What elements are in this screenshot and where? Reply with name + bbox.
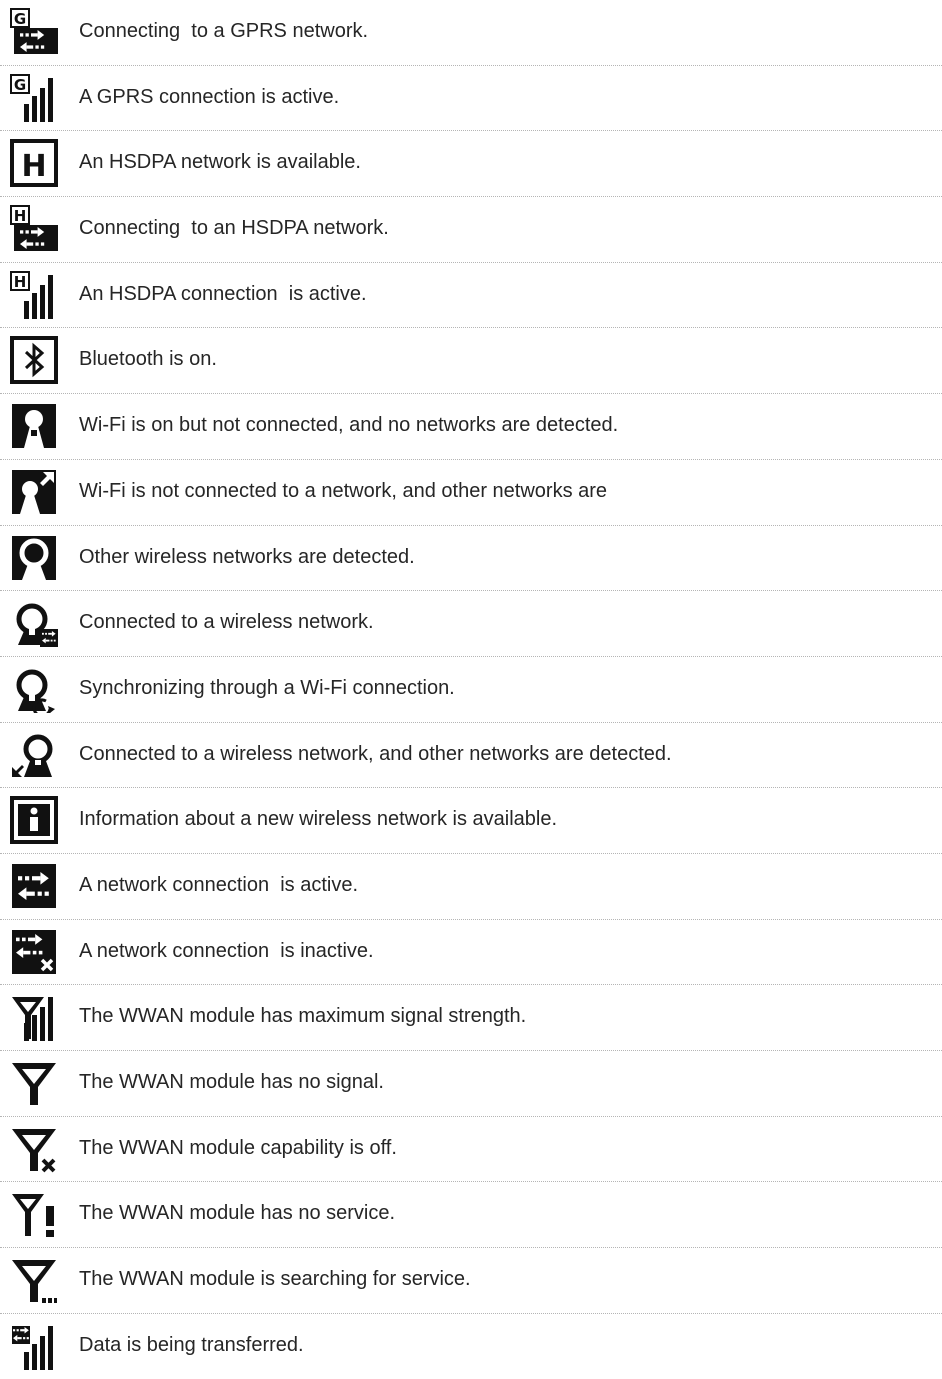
wwan-off-icon <box>10 1125 58 1173</box>
legend-text: Bluetooth is on. <box>79 348 217 371</box>
legend-text: The WWAN module has maximum signal strength. <box>79 1005 527 1028</box>
legend-text: The WWAN module has no signal. <box>79 1071 384 1093</box>
legend-row <box>0 328 942 394</box>
legend-text: Information about a new wireless network is available. <box>79 808 558 831</box>
legend-row <box>0 854 942 920</box>
wwan-no-signal-icon <box>10 1059 58 1107</box>
wwan-searching-icon <box>10 1256 58 1304</box>
legend-row <box>0 1051 942 1117</box>
legend-text: Other wireless networks are detected. <box>79 545 415 568</box>
legend-row <box>0 66 942 132</box>
svg-text:G: G <box>13 75 27 94</box>
wifi-on-no-networks-icon <box>10 402 58 450</box>
legend-text: Connected to a wireless network, and other networks are detected. <box>79 742 672 765</box>
network-inactive-icon <box>10 928 58 976</box>
legend-row <box>0 394 942 460</box>
legend-row <box>0 526 942 592</box>
info-icon <box>10 796 58 844</box>
wifi-sync-icon <box>10 665 58 713</box>
wwan-no-service-icon <box>10 1190 58 1238</box>
legend-row <box>0 723 942 789</box>
legend-row <box>0 1117 942 1183</box>
svg-text:H: H <box>13 272 27 291</box>
gprs-connecting-icon <box>10 8 58 56</box>
gprs-active-icon <box>10 74 58 122</box>
bluetooth-icon <box>10 336 58 384</box>
legend-row <box>0 460 942 526</box>
wireless-connected-icon <box>10 599 58 647</box>
legend-text: Connecting to a GPRS network. <box>79 20 369 42</box>
legend-text: A network connection is inactive. <box>79 939 374 962</box>
legend-text: A GPRS connection is active. <box>79 85 340 108</box>
legend-text: Synchronizing through a Wi-Fi connection. <box>79 676 455 699</box>
legend-row <box>0 0 942 66</box>
legend-row <box>0 1314 942 1379</box>
legend-text: An HSDPA network is available. <box>79 151 361 174</box>
wifi-not-connected-icon <box>10 468 58 516</box>
legend-row <box>0 920 942 986</box>
legend-text: Wi-Fi is not connected to a network, and other networks are <box>79 479 608 502</box>
hsdpa-available-icon <box>10 139 58 187</box>
legend-text: An HSDPA connection is active. <box>79 282 367 305</box>
svg-text:H: H <box>13 207 27 226</box>
legend-text: Wi-Fi is on but not connected, and no networks are detected. <box>79 414 619 437</box>
wwan-max-signal-icon <box>10 993 58 1041</box>
legend-text: Connecting to an HSDPA network. <box>79 217 389 240</box>
legend-row <box>0 1248 942 1314</box>
legend-text: The WWAN module is searching for service. <box>79 1268 471 1291</box>
legend-text: A network connection is active. <box>79 873 359 896</box>
legend-row <box>0 788 942 854</box>
legend-row <box>0 197 942 263</box>
legend-row <box>0 985 942 1051</box>
legend-row <box>0 657 942 723</box>
legend-text: Connected to a wireless network. <box>79 611 374 634</box>
legend-text: The WWAN module capability is off. <box>79 1136 397 1159</box>
legend-text: Data is being transferred. <box>79 1333 304 1356</box>
data-transfer-icon <box>10 1322 58 1370</box>
legend-row <box>0 263 942 329</box>
legend-row <box>0 591 942 657</box>
network-active-icon <box>10 862 58 910</box>
svg-text:G: G <box>13 10 27 28</box>
wireless-connected-others-detected-icon <box>10 731 58 779</box>
hsdpa-active-icon <box>10 271 58 319</box>
svg-text:H: H <box>21 149 47 185</box>
legend-row <box>0 1182 942 1248</box>
legend-text: The WWAN module has no service. <box>79 1202 396 1225</box>
hsdpa-connecting-icon <box>10 205 58 253</box>
wireless-networks-detected-icon <box>10 534 58 582</box>
legend-row <box>0 131 942 197</box>
